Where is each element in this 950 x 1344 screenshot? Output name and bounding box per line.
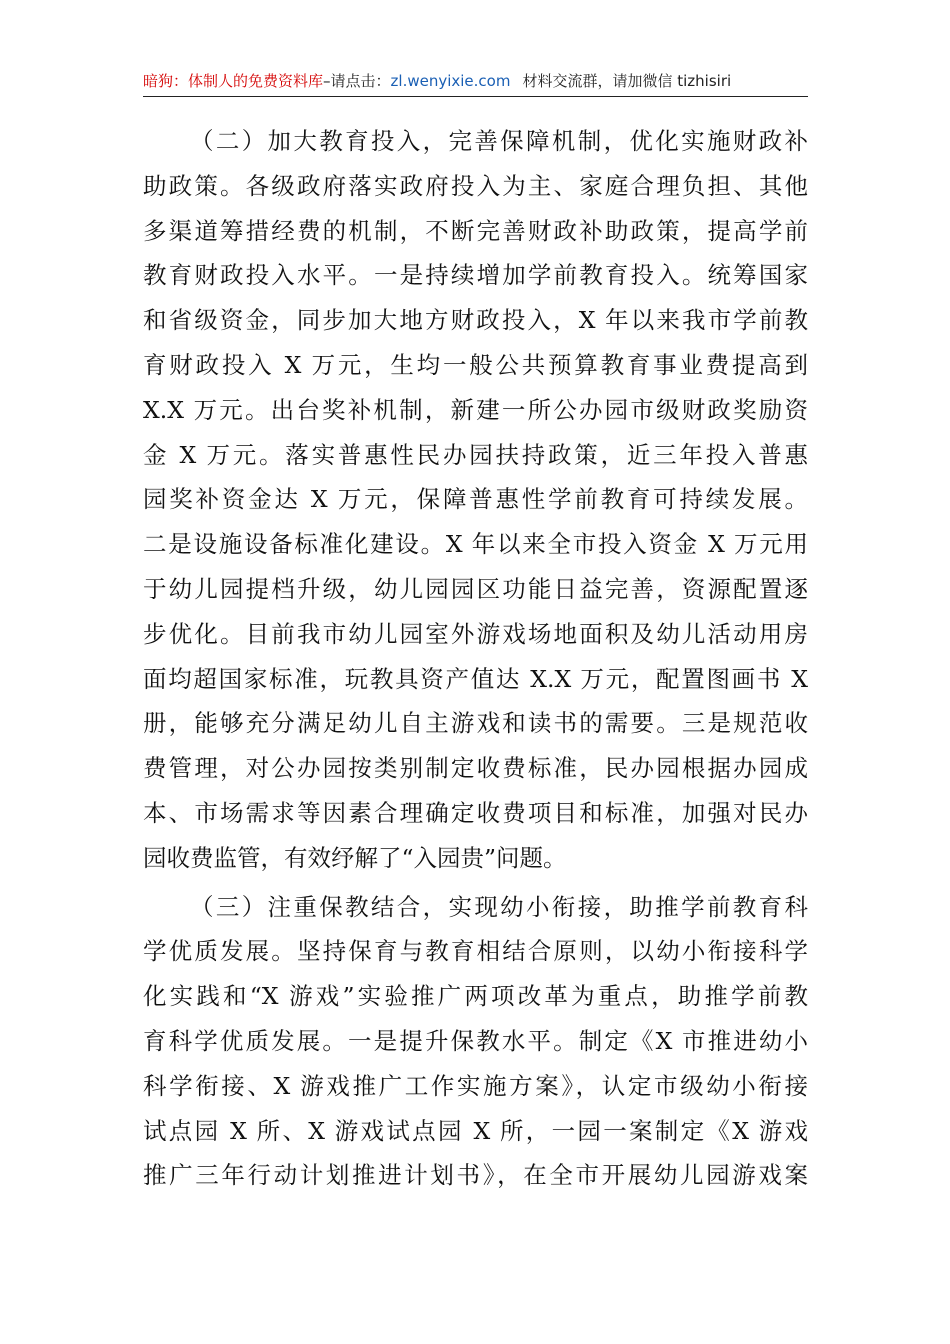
- header-site-name: 暗狗：体制人的免费资料库: [143, 72, 324, 90]
- text-line: 科学衔接、X 游戏推广工作实施方案》，认定市级幼小衔接: [143, 1071, 808, 1100]
- text-line: 试点园 X 所、X 游戏试点园 X 所，一园一案制定《X 游戏: [143, 1116, 808, 1145]
- page-header: [143, 70, 808, 97]
- text-line: （二）加大教育投入，完善保障机制，优化实施财政补: [190, 127, 808, 155]
- text-line: 教育财政投入水平。一是持续增加学前教育投入。统筹国家: [143, 261, 808, 290]
- text-line: 推广三年行动计划推进计划书》，在全市开展幼儿园游戏案: [143, 1161, 808, 1190]
- text-line: 助政策。各级政府落实政府投入为主、家庭合理负担、其他: [143, 171, 808, 200]
- header-wechat-note: 材料交流群，请加微信 tizhisiri: [522, 72, 732, 90]
- text-line: 册，能够充分满足幼儿自主游戏和读书的需要。三是规范收: [143, 709, 808, 738]
- text-line: X.X 万元。出台奖补机制，新建一所公办园市级财政奖励资: [143, 395, 808, 424]
- text-line: （三）注重保教结合，实现幼小衔接，助推学前教育科: [190, 892, 808, 921]
- text-line: 费管理，对公办园按类别制定收费标准，民办园根据办园成: [143, 754, 808, 783]
- text-line: 化实践和“X 游戏”实验推广两项改革为重点，助推学前教: [143, 982, 808, 1011]
- paragraph-2: [143, 119, 808, 881]
- text-line: 园收费监管，有效纾解了“入园贵”问题。: [143, 843, 567, 872]
- text-line: 和省级资金，同步加大地方财政投入，X 年以来我市学前教: [143, 306, 808, 335]
- document-body: [143, 119, 808, 1198]
- header-link[interactable]: zl.wenyixie.com: [390, 72, 511, 90]
- text-line: 金 X 万元。落实普惠性民办园扶持政策，近三年投入普惠: [143, 440, 808, 469]
- text-line: 育财政投入 X 万元，生均一般公共预算教育事业费提高到: [143, 350, 808, 379]
- text-line: 本、市场需求等因素合理确定收费项目和标准，加强对民办: [143, 798, 808, 827]
- paragraph-3: [143, 885, 808, 1199]
- text-line: 育科学优质发展。一是提升保教水平。制定《X 市推进幼小: [143, 1026, 808, 1055]
- text-line: 二是设施设备标准化建设。X 年以来全市投入资金 X 万元用: [143, 530, 808, 559]
- text-line: 于幼儿园提档升级，幼儿园园区功能日益完善，资源配置逐: [143, 574, 808, 603]
- header-prompt: –请点击：: [323, 72, 391, 90]
- text-line: 步优化。目前我市幼儿园室外游戏场地面积及幼儿活动用房: [143, 619, 808, 648]
- text-line: 面均超国家标准，玩教具资产值达 X.X 万元，配置图画书 X: [143, 664, 808, 693]
- text-line: 学优质发展。坚持保育与教育相结合原则，以幼小衔接科学: [143, 937, 808, 966]
- text-line: 园奖补资金达 X 万元，保障普惠性学前教育可持续发展。: [143, 485, 808, 514]
- text-line: 多渠道筹措经费的机制，不断完善财政补助政策，提高学前: [143, 216, 808, 245]
